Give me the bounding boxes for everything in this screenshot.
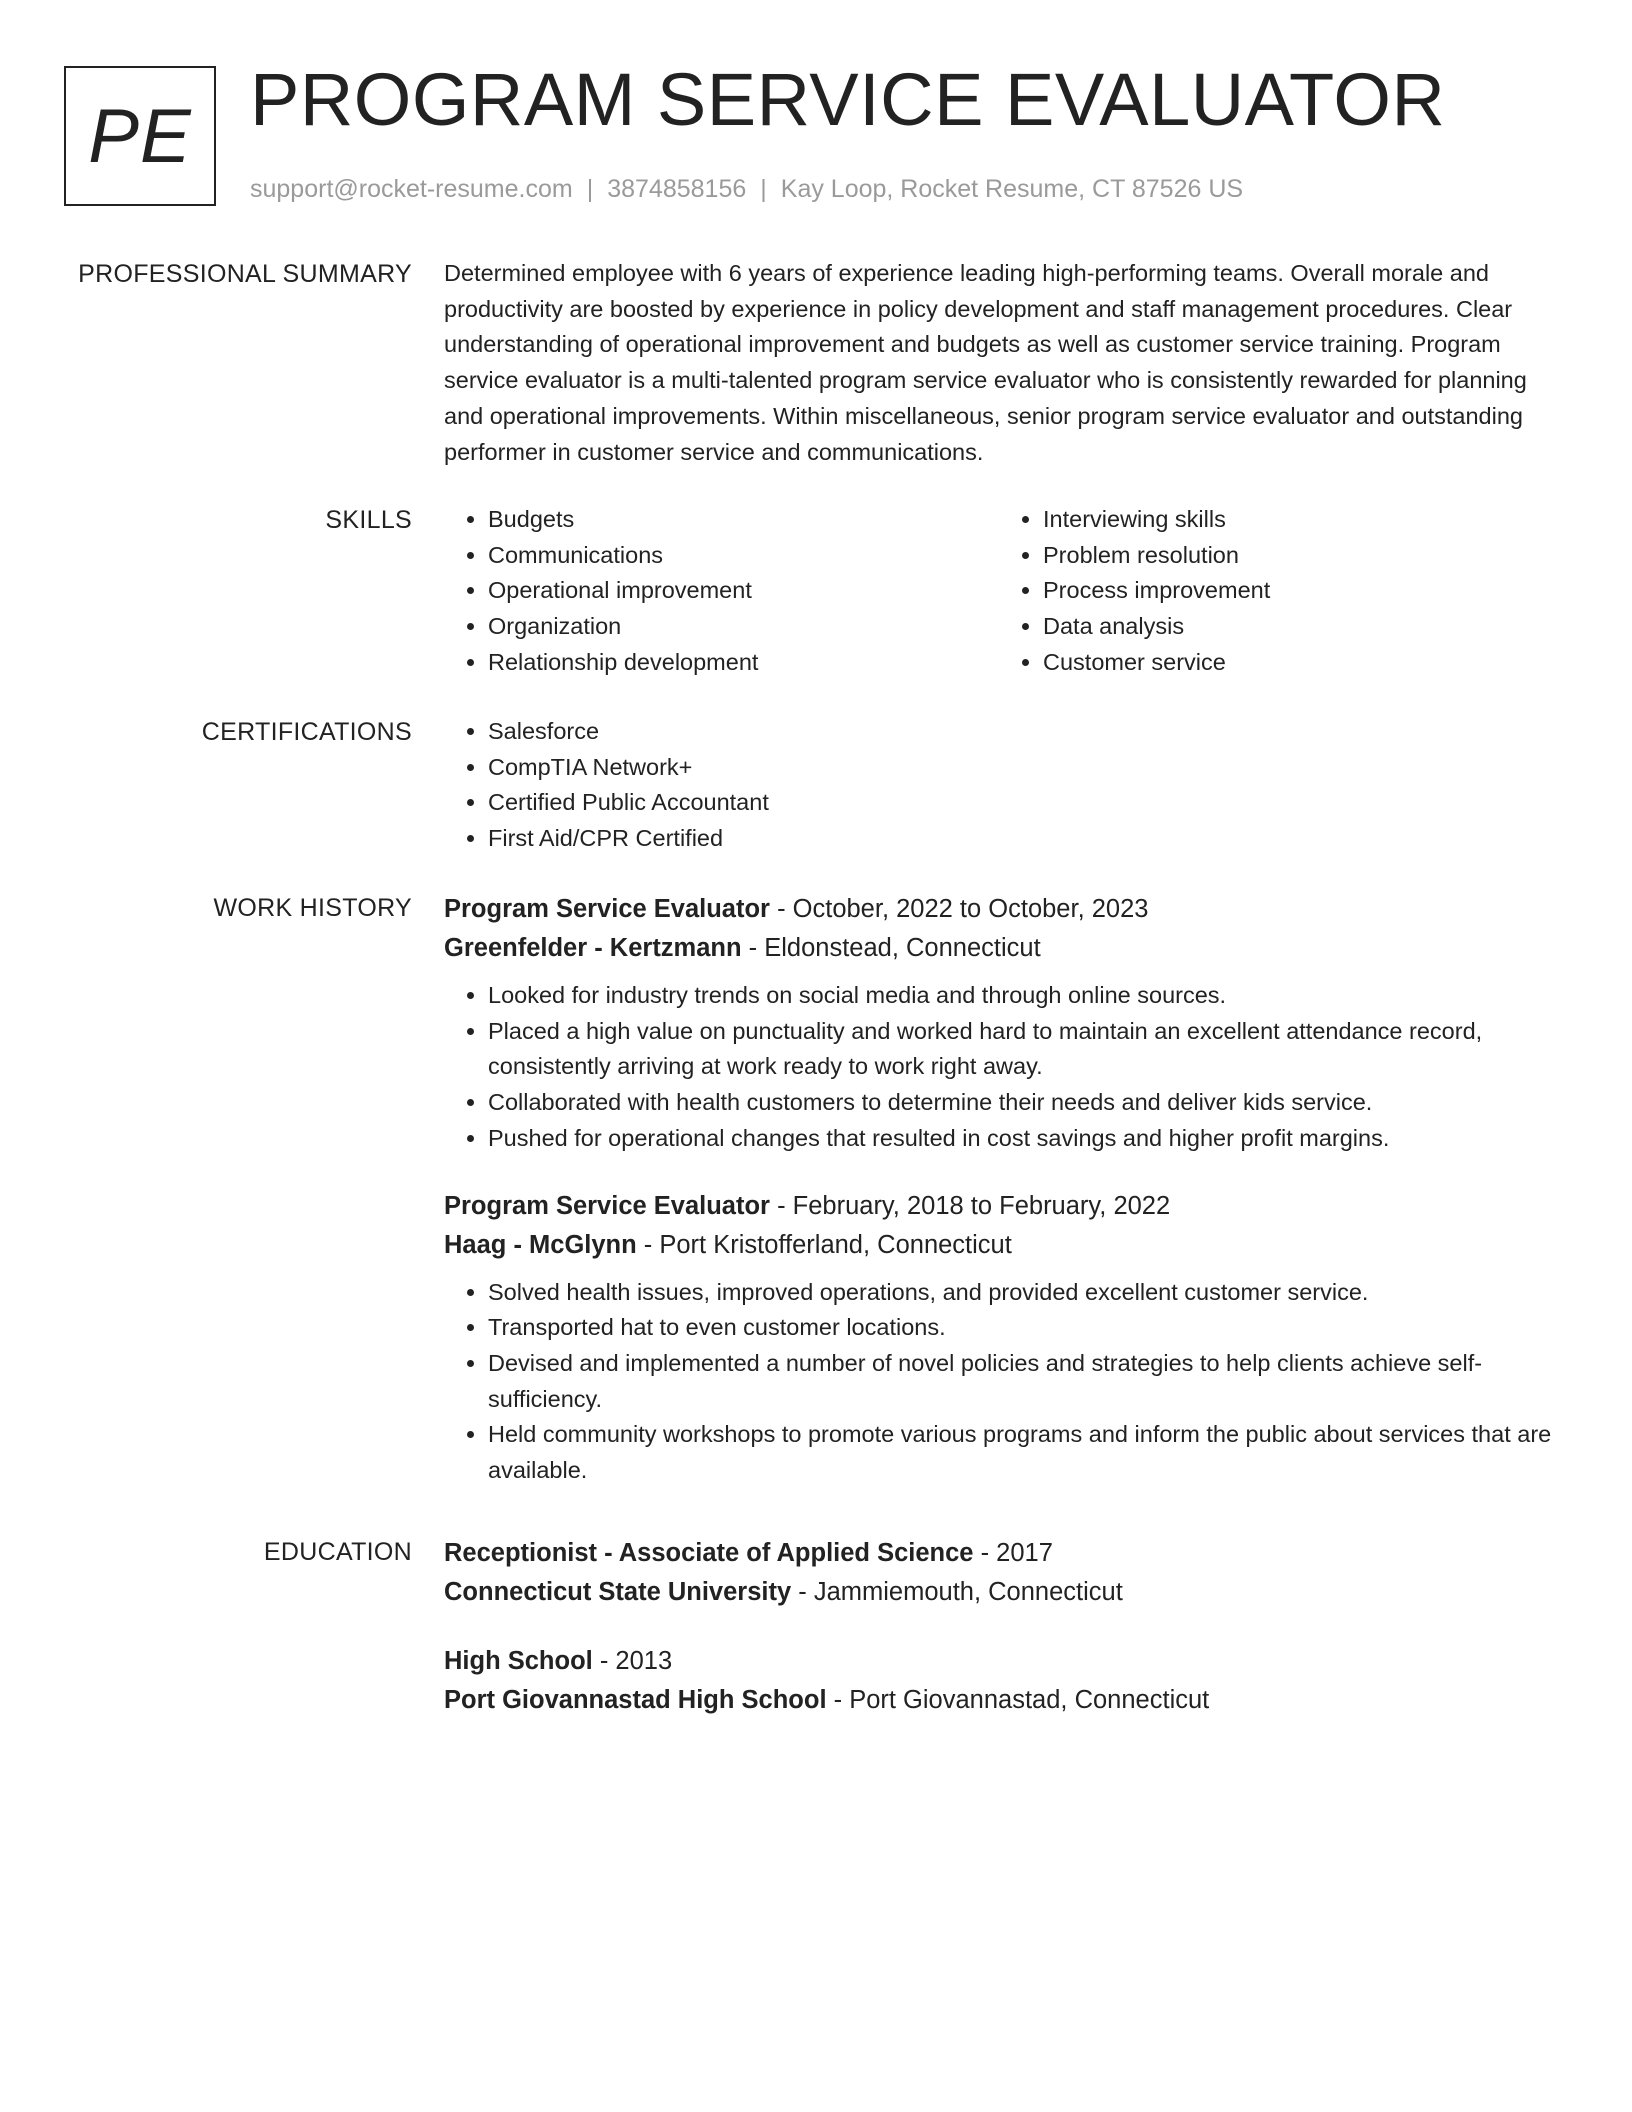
job-bullets bbox=[444, 978, 1554, 1157]
resume-name: PROGRAM SERVICE EVALUATOR bbox=[250, 58, 1446, 141]
skill-item: • Operational improvement bbox=[488, 573, 999, 609]
skill-item: • Relationship development bbox=[488, 645, 999, 681]
education-school-line bbox=[444, 1681, 1554, 1720]
skills-column-2 bbox=[999, 502, 1554, 681]
job-bullet: • Looked for industry trends on social media and through online sources. bbox=[488, 978, 1554, 1014]
certifications-body bbox=[444, 714, 1554, 857]
skill-item: • Interviewing skills bbox=[1043, 502, 1554, 538]
contact-email[interactable]: support@rocket-resume.com bbox=[250, 175, 573, 203]
contact-phone[interactable]: 3874858156 bbox=[607, 175, 747, 203]
job-org-line bbox=[444, 1226, 1554, 1265]
education-degree: High School bbox=[444, 1647, 593, 1675]
certifications-list bbox=[444, 714, 1554, 857]
job-location: - Eldonstead, Connecticut bbox=[741, 934, 1041, 962]
job-company: Haag - McGlynn bbox=[444, 1230, 637, 1259]
work-history-label: WORK HISTORY bbox=[213, 894, 412, 922]
job-org-line bbox=[444, 929, 1554, 968]
job-company: Greenfelder - Kertzmann bbox=[444, 934, 742, 962]
education-school: Port Giovannastad High School bbox=[444, 1686, 827, 1714]
skills-label: SKILLS bbox=[325, 506, 412, 534]
job-title-line bbox=[444, 1187, 1554, 1226]
skill-item: • Data analysis bbox=[1043, 609, 1554, 645]
work-history-body bbox=[444, 890, 1554, 1489]
job-bullet: • Transported hat to even customer locations. bbox=[488, 1310, 1554, 1346]
skill-item: • Customer service bbox=[1043, 645, 1554, 681]
job-title: Program Service Evaluator bbox=[444, 1191, 770, 1220]
education-body bbox=[444, 1534, 1554, 1720]
education-entry bbox=[444, 1642, 1554, 1720]
summary-body bbox=[444, 256, 1554, 470]
job-bullet: • Devised and implemented a number of novel policies and strategies to help clients achieve self-sufficiency. bbox=[488, 1346, 1554, 1417]
education-entry bbox=[444, 1534, 1554, 1612]
summary-label: PROFESSIONAL SUMMARY bbox=[78, 260, 412, 288]
education-degree: Receptionist - Associate of Applied Science bbox=[444, 1539, 974, 1567]
job-bullet: • Placed a high value on punctuality and worked hard to maintain an excellent attendance record, consistently arriving at work ready to work right away. bbox=[488, 1014, 1554, 1085]
skill-item: • Budgets bbox=[488, 502, 999, 538]
job-dates: - February, 2018 to February, 2022 bbox=[769, 1191, 1171, 1220]
job-location: - Port Kristofferland, Connecticut bbox=[636, 1230, 1012, 1259]
job-dates: - October, 2022 to October, 2023 bbox=[769, 895, 1149, 923]
certification-item: • CompTIA Network+ bbox=[488, 750, 1554, 786]
education-school-line bbox=[444, 1573, 1554, 1612]
certification-item: • First Aid/CPR Certified bbox=[488, 821, 1554, 857]
education-year: - 2017 bbox=[973, 1539, 1053, 1567]
job-bullet: • Collaborated with health customers to determine their needs and deliver kids service. bbox=[488, 1085, 1554, 1121]
education-degree-line bbox=[444, 1642, 1554, 1681]
contact-address: Kay Loop, Rocket Resume, CT 87526 US bbox=[780, 175, 1244, 203]
education-location: - Port Giovannastad, Connecticut bbox=[826, 1686, 1210, 1714]
education-year: - 2013 bbox=[592, 1647, 673, 1675]
certifications-label: CERTIFICATIONS bbox=[201, 718, 412, 746]
contact-separator: | bbox=[586, 175, 594, 203]
education-degree-line bbox=[444, 1534, 1554, 1573]
job-bullet: • Held community workshops to promote various programs and inform the public about services that are available. bbox=[488, 1417, 1554, 1488]
contact-line bbox=[250, 172, 1243, 206]
skills-column-1 bbox=[444, 502, 999, 681]
job-bullets bbox=[444, 1275, 1554, 1489]
job-bullet: • Pushed for operational changes that resulted in cost savings and higher profit margins. bbox=[488, 1121, 1554, 1157]
job-entry bbox=[444, 890, 1554, 1157]
job-title: Program Service Evaluator bbox=[444, 895, 770, 923]
education-location: - Jammiemouth, Connecticut bbox=[791, 1578, 1123, 1606]
skill-item: • Process improvement bbox=[1043, 573, 1554, 609]
skills-body bbox=[444, 502, 1554, 681]
summary-text: Determined employee with 6 years of experience leading high-performing teams. Overall morale and productivity are boosted by experience in policy development and staff management procedures. Clear understanding of operational improvement and budgets as well as customer service training. Program service evaluator is a multi-talented program service evaluator who is consistently rewarded for planning and operational improvements. Within miscellaneous, senior program service evaluator and outstanding performer in customer service and communications. bbox=[444, 260, 1527, 465]
job-bullet: • Solved health issues, improved operations, and provided excellent customer service. bbox=[488, 1275, 1554, 1311]
skill-item: • Organization bbox=[488, 609, 999, 645]
job-entry bbox=[444, 1187, 1554, 1489]
job-title-line bbox=[444, 890, 1554, 929]
skill-item: • Problem resolution bbox=[1043, 538, 1554, 574]
monogram-text: PE bbox=[88, 93, 192, 179]
monogram-box bbox=[64, 66, 216, 206]
education-label: EDUCATION bbox=[263, 1538, 412, 1566]
education-school: Connecticut State University bbox=[444, 1578, 792, 1606]
contact-separator: | bbox=[760, 175, 767, 203]
certification-item: • Salesforce bbox=[488, 714, 1554, 750]
skill-item: • Communications bbox=[488, 538, 999, 574]
certification-item: • Certified Public Accountant bbox=[488, 785, 1554, 821]
